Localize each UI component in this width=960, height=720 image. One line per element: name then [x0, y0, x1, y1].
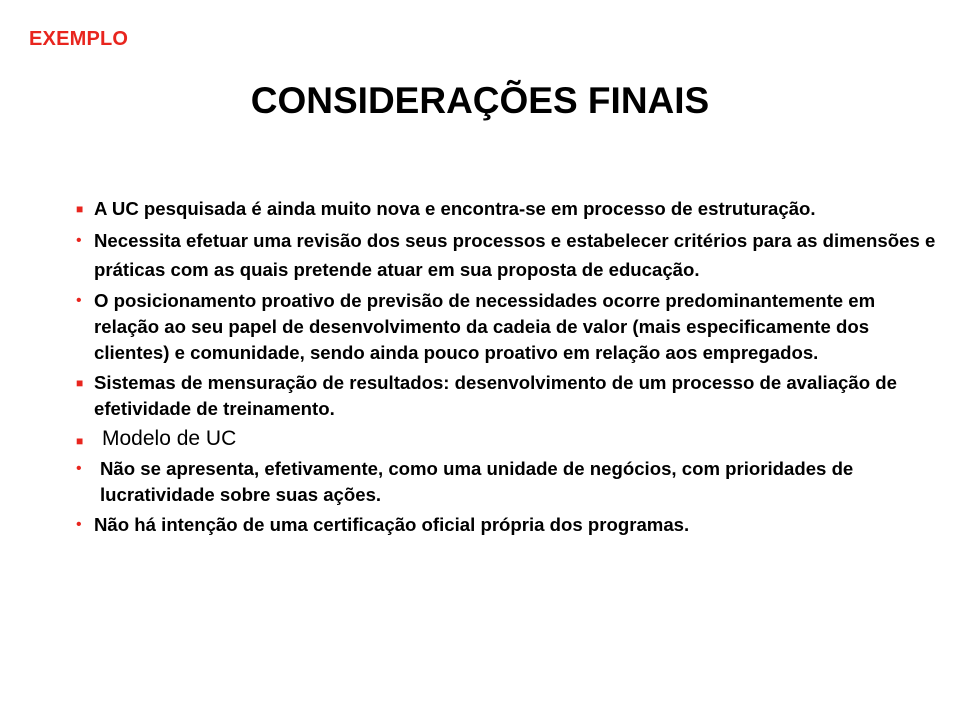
square-bullet-icon: ■ [76, 376, 84, 390]
dot-bullet-icon: • [76, 292, 82, 309]
bullet-item-heading [76, 426, 936, 452]
bullet-item [76, 196, 936, 222]
slide-title: CONSIDERAÇÕES FINAIS [250, 80, 710, 121]
bullet-text: Sistemas de mensuração de resultados: desenvolvimento de um processo de avaliação de efetividade de treinamento. [94, 372, 897, 419]
example-label: EXEMPLO [29, 28, 129, 50]
bullet-item [76, 456, 936, 508]
dot-bullet-icon: • [76, 460, 82, 477]
bullet-item [76, 370, 936, 422]
square-bullet-icon: ■ [76, 202, 84, 216]
bullet-list [76, 196, 936, 542]
bullet-text: Necessita efetuar uma revisão dos seus processos e estabelecer critérios para as dimensões e práticas com as quais pretende atuar em sua proposta de educação. [94, 230, 936, 280]
bullet-text: Não se apresenta, efetivamente, como uma unidade de negócios, com prioridades de lucratividade sobre suas ações. [100, 458, 854, 505]
bullet-item [76, 288, 936, 366]
bullet-text: A UC pesquisada é ainda muito nova e encontra-se em processo de estruturação. [94, 198, 816, 219]
bullet-text: Modelo de UC [102, 427, 237, 450]
bullet-item [76, 226, 936, 284]
dot-bullet-icon: • [76, 516, 82, 533]
bullet-text: Não há intenção de uma certificação oficial própria dos programas. [94, 514, 690, 535]
dot-bullet-icon: • [76, 232, 82, 249]
bullet-text: O posicionamento proativo de previsão de necessidades ocorre predominantemente em relação ao seu papel de desenvolvimento da cadeia de valor (mais especificamente dos clientes) e comunidade, sendo ainda pouco proativo em relação aos empregados. [94, 290, 876, 363]
bullet-item [76, 512, 936, 538]
square-bullet-icon: ■ [76, 434, 84, 448]
